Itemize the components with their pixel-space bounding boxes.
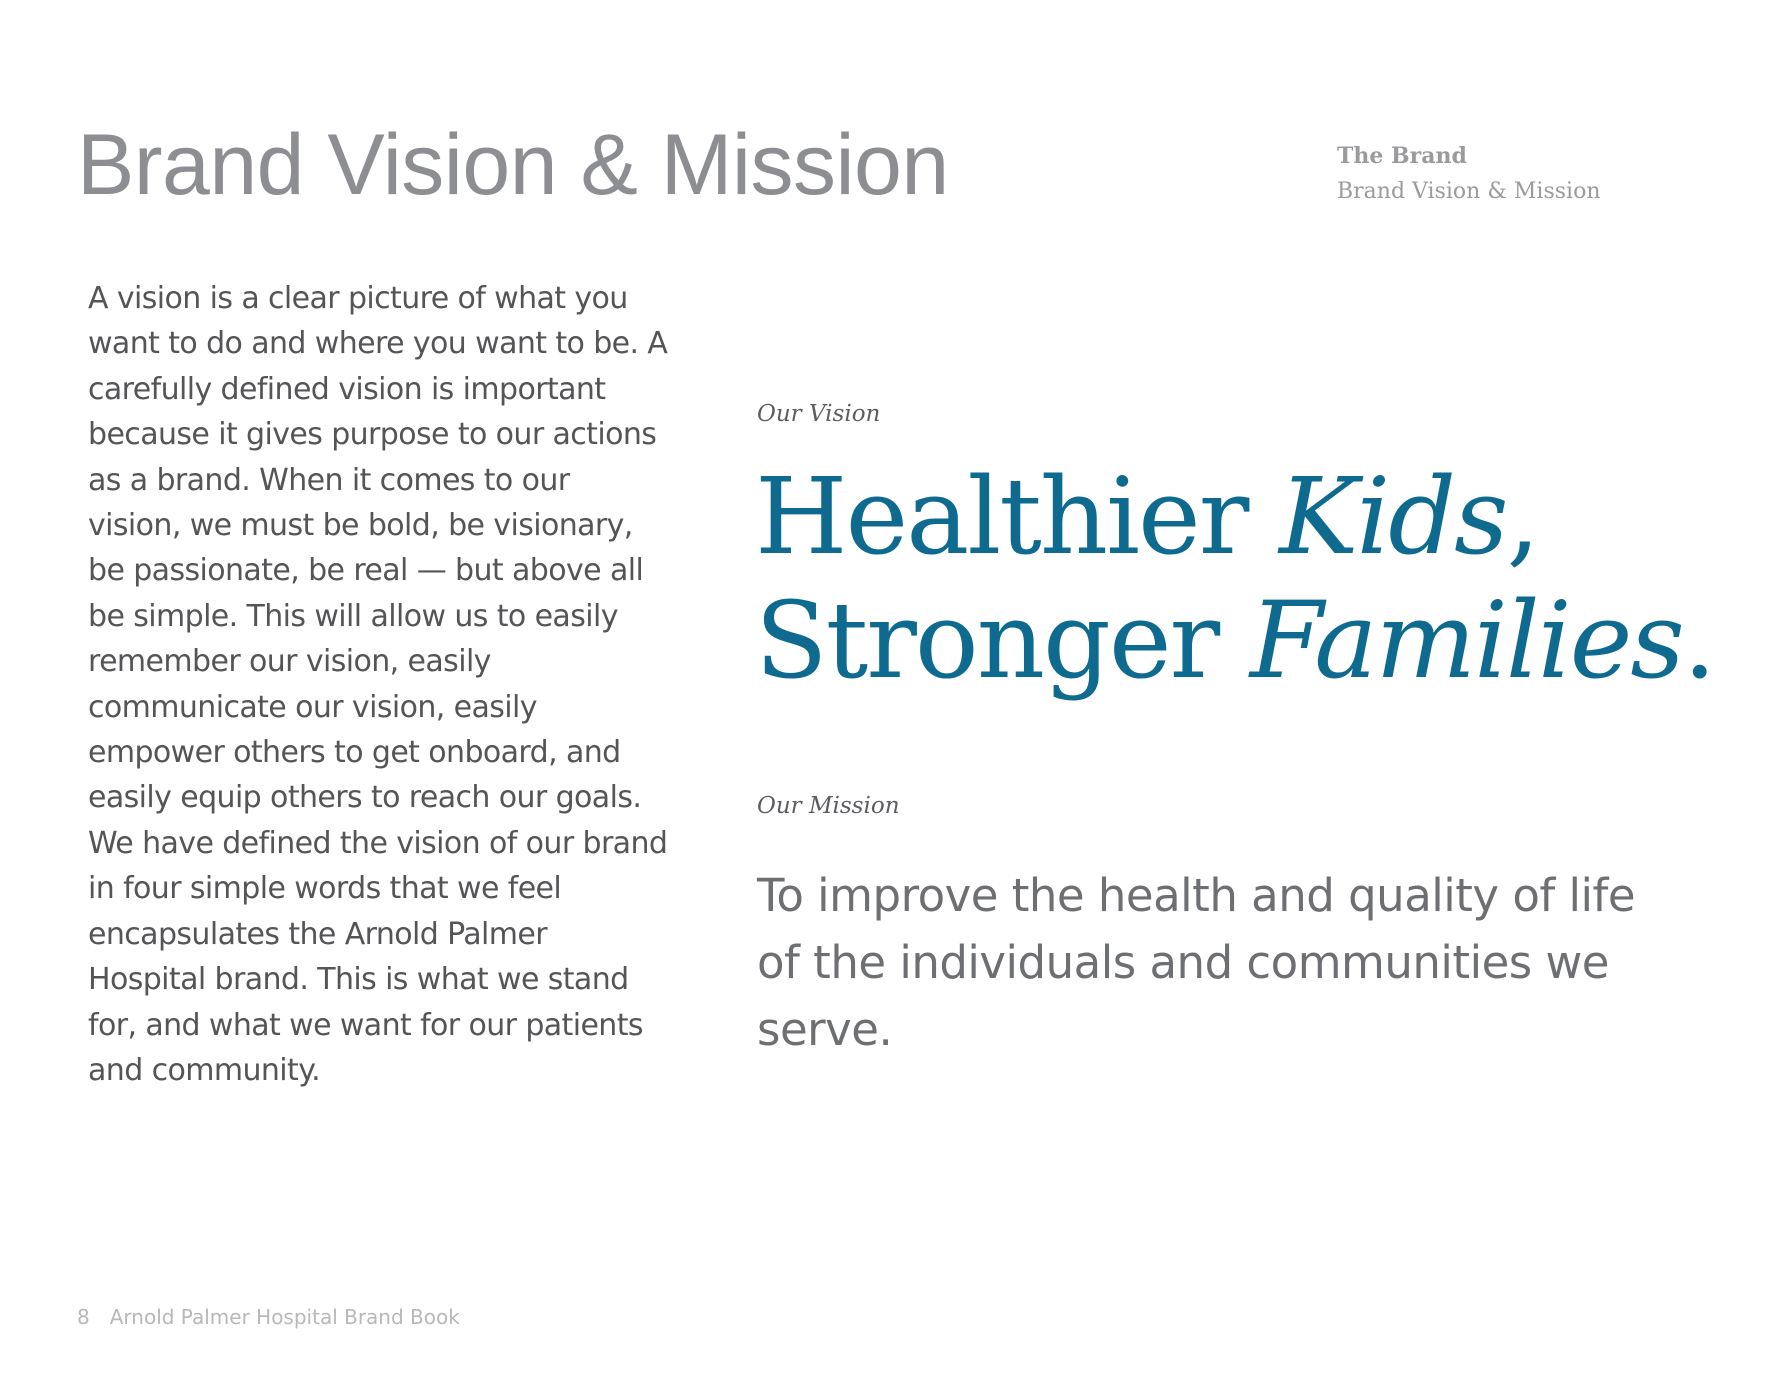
vision-line-2-italic: Families [1249, 579, 1683, 702]
vision-line-2-regular: Stronger [755, 579, 1250, 702]
page-title: Brand Vision & Mission [77, 117, 949, 213]
vision-line-1-regular: Healthier [755, 455, 1280, 578]
running-head [1337, 138, 1600, 210]
running-head-section: The Brand [1337, 143, 1467, 169]
vision-line-2-end: . [1682, 579, 1715, 702]
intro-paragraph: A vision is a clear picture of what you want to do and where you want to be. A carefully defined vision is important because it gives purpose to our actions as a brand. When it comes to our vision, we must be bold, be visionary, be passionate, be real — but above all be simple. This will allow us to easily remember our vision, easily communicate our vision, easily empower others to get onboard, and easily equip others to reach our goals. We have defined the vision of our brand in four simple words that we feel encapsulates the Arnold Palmer Hospital brand. This is what we stand for, and what we want for our patients and community. [88, 281, 668, 1088]
vision-line-1 [755, 455, 1715, 579]
vision-line-1-end: , [1506, 455, 1539, 578]
vision-line-2 [755, 579, 1715, 703]
footer-book-title: Arnold Palmer Hospital Brand Book [109, 1305, 460, 1329]
mission-label: Our Mission [757, 793, 900, 819]
running-head-subsection: Brand Vision & Mission [1337, 179, 1601, 204]
page-number: 8 [77, 1305, 90, 1329]
mission-statement: To improve the health and quality of life of the individuals and communities we serve. [757, 869, 1636, 1056]
vision-statement [755, 455, 1715, 703]
page-footer [77, 1305, 460, 1329]
vision-label: Our Vision [757, 401, 881, 427]
vision-line-1-italic: Kids [1279, 455, 1507, 578]
